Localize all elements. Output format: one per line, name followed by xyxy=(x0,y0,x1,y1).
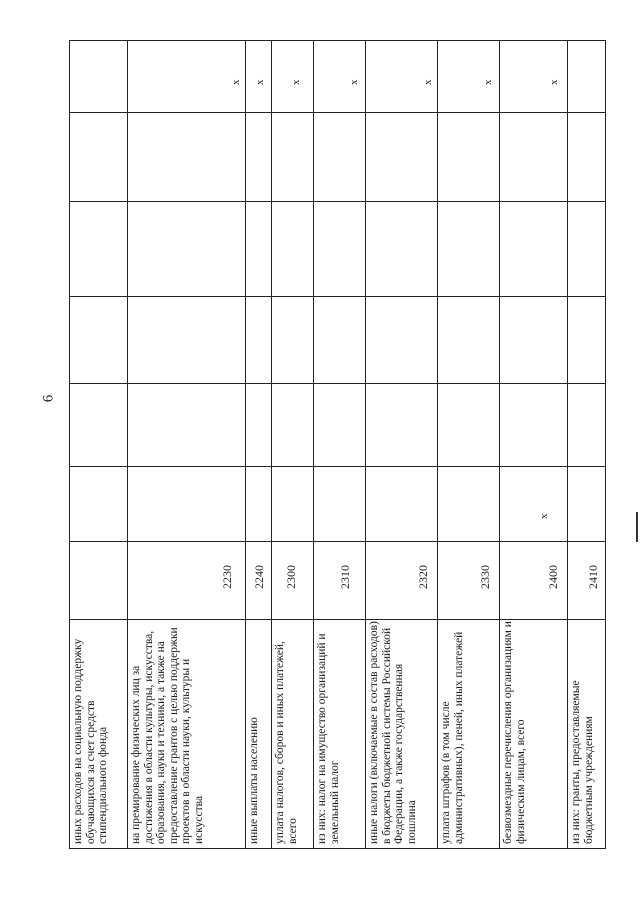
table-row xyxy=(128,41,246,848)
row-x-mark: x xyxy=(422,79,434,85)
row-label: из них: гранты, предоставляемые бюджетным учреждениям xyxy=(570,680,595,844)
row-code: 2320 xyxy=(416,565,430,589)
row-x-mark: x xyxy=(482,79,494,85)
table-row xyxy=(366,41,438,848)
row-x-mark: x xyxy=(548,79,560,85)
table-row xyxy=(272,41,314,848)
row-label: безвозмездные перечисления организациям и физическим лицам, всего xyxy=(502,621,527,844)
row-code: 2300 xyxy=(284,565,298,589)
row-label: иных расходов на социальную поддержку обучающихся за счет средств стипендиального фонда xyxy=(72,638,109,844)
table-row xyxy=(568,41,605,848)
row-label: уплата налогов, сборов и иных платежей, всего xyxy=(274,641,299,844)
row-code: 2400 xyxy=(546,565,560,589)
row-label: на премирование физических лиц за достижения в области культуры, искусства, образования, науки и техники, а также на предоставление грантов с целью поддержки проектов в области науки, культуры и искусства xyxy=(130,627,205,844)
row-code: 2310 xyxy=(338,565,352,589)
row-code: 2230 xyxy=(220,565,234,589)
table-row xyxy=(500,41,568,848)
row-label: иные налоги (включаемые в состав расходов) в бюджеты бюджетной системы Российской Федерации, а также государственная пошлина xyxy=(368,621,418,844)
row-x-mark: x xyxy=(230,79,242,85)
page-number: 6 xyxy=(40,394,57,403)
row-label: уплата штрафов (в том числе административных), пеней, иных платежей xyxy=(440,631,465,844)
row-label: из них: налог на имущество организаций и земельный налог xyxy=(316,633,341,844)
row-x-mark: x xyxy=(348,79,360,85)
table-row xyxy=(438,41,500,848)
row-code: 2240 xyxy=(252,565,266,589)
row-code: 2410 xyxy=(586,565,600,589)
row-code: 2330 xyxy=(478,565,492,589)
row-x-mark: x xyxy=(290,79,302,85)
row-x-mark: x xyxy=(538,513,550,519)
budget-table xyxy=(69,40,606,849)
scan-edge-mark xyxy=(636,512,638,542)
table-row xyxy=(70,41,128,848)
row-x-mark: x xyxy=(254,79,266,85)
table-row xyxy=(246,41,272,848)
table-row xyxy=(314,41,366,848)
row-label: иные выплаты населению xyxy=(248,717,260,844)
